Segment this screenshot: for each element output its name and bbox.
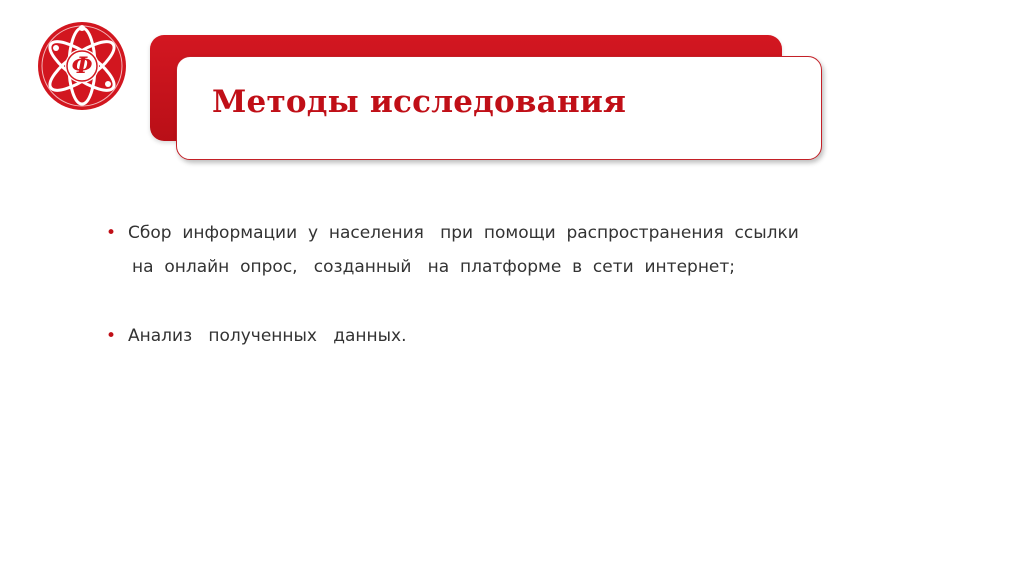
atom-emblem-icon (34, 18, 130, 114)
bullet-list (106, 216, 906, 353)
title-banner (176, 56, 822, 160)
bullet-item (106, 216, 906, 284)
logo-glyph: Ф (71, 53, 93, 79)
bullet-line: Сбор информации у населения при помощи распространения ссылки (128, 223, 799, 243)
bullet-item (106, 319, 906, 353)
bullet-line: Анализ полученных данных. (128, 326, 407, 346)
slide-title: Методы исследования (212, 84, 627, 120)
bullet-dot-icon: • (106, 223, 117, 243)
bullet-line: на онлайн опрос, созданный на платформе в сети интернет; (132, 257, 736, 277)
bullet-dot-icon: • (106, 326, 117, 346)
